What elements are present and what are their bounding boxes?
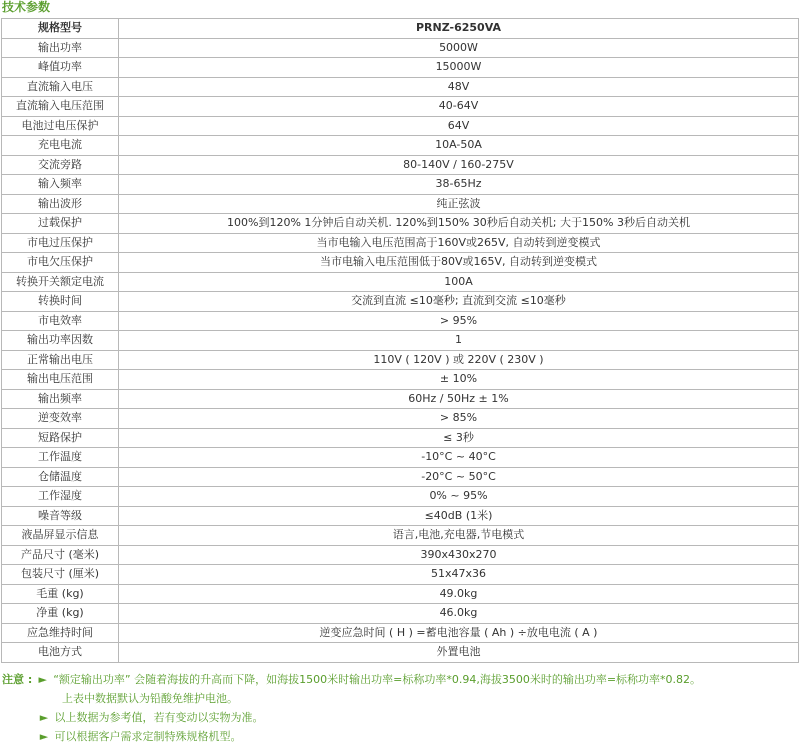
spec-key-cell: 充电电流 [2, 136, 119, 156]
spec-key-cell: 电池方式 [2, 643, 119, 663]
spec-value-cell: ± 10% [119, 370, 799, 390]
spec-key-cell: 转换时间 [2, 292, 119, 312]
spec-key-cell: 直流输入电压 [2, 77, 119, 97]
table-row [2, 331, 799, 351]
spec-key-cell: 应急维持时间 [2, 623, 119, 643]
header-value-cell: PRNZ-6250VA [119, 19, 799, 39]
spec-value-cell: 40-64V [119, 97, 799, 117]
spec-key-cell: 正常输出电压 [2, 350, 119, 370]
spec-key-cell: 工作温度 [2, 448, 119, 468]
note-line-1 [2, 670, 800, 689]
spec-key-cell: 直流输入电压范围 [2, 97, 119, 117]
table-row [2, 116, 799, 136]
spec-key-cell: 转换开关额定电流 [2, 272, 119, 292]
table-row [2, 604, 799, 624]
table-row [2, 389, 799, 409]
spec-key-cell: 毛重 (kg) [2, 584, 119, 604]
spec-value-cell: 49.0kg [119, 584, 799, 604]
spec-key-cell: 输出电压范围 [2, 370, 119, 390]
table-row [2, 155, 799, 175]
table-row [2, 448, 799, 468]
spec-key-cell: 输出功率因数 [2, 331, 119, 351]
note-line-2 [2, 689, 800, 708]
spec-value-cell: 当市电输入电压范围低于80V或165V, 自动转到逆变模式 [119, 253, 799, 273]
spec-value-cell: 10A-50A [119, 136, 799, 156]
spec-value-cell: > 95% [119, 311, 799, 331]
spec-value-cell: ≤ 3秒 [119, 428, 799, 448]
notes-label: 注意 : [2, 673, 33, 686]
table-row [2, 311, 799, 331]
table-header-row [2, 19, 799, 39]
table-row [2, 487, 799, 507]
table-row [2, 58, 799, 78]
spec-value-cell: 交流到直流 ≤10毫秒; 直流到交流 ≤10毫秒 [119, 292, 799, 312]
spec-value-cell: 15000W [119, 58, 799, 78]
header-key-cell: 规格型号 [2, 19, 119, 39]
spec-value-cell: 100A [119, 272, 799, 292]
table-row [2, 136, 799, 156]
spec-key-cell: 输出功率 [2, 38, 119, 58]
note-text: “额定输出功率” 会随着海拔的升高而下降，如海拔1500米时输出功率=标称功率*0.94,海拔3500米时的输出功率=标称功率*0.82。 [53, 673, 702, 686]
note-text: 以上数据为参考值，若有变动以实物为准。 [54, 711, 264, 724]
spec-key-cell: 交流旁路 [2, 155, 119, 175]
spec-value-cell: -10°C ~ 40°C [119, 448, 799, 468]
table-row [2, 623, 799, 643]
table-row [2, 584, 799, 604]
spec-key-cell: 净重 (kg) [2, 604, 119, 624]
table-row [2, 467, 799, 487]
spec-key-cell: 峰值功率 [2, 58, 119, 78]
note-line-3 [2, 708, 800, 727]
spec-value-cell: 390x430x270 [119, 545, 799, 565]
spec-value-cell: 100%到120% 1分钟后自动关机. 120%到150% 30秒后自动关机; 大于150% 3秒后自动关机 [119, 214, 799, 234]
spec-value-cell: 1 [119, 331, 799, 351]
spec-value-cell: > 85% [119, 409, 799, 429]
table-row [2, 253, 799, 273]
spec-value-cell: 48V [119, 77, 799, 97]
table-row [2, 565, 799, 585]
table-row [2, 350, 799, 370]
spec-key-cell: 液晶屏显示信息 [2, 526, 119, 546]
spec-key-cell: 输出频率 [2, 389, 119, 409]
spec-key-cell: 市电过压保护 [2, 233, 119, 253]
table-row [2, 526, 799, 546]
spec-key-cell: 输入频率 [2, 175, 119, 195]
table-row [2, 38, 799, 58]
spec-key-cell: 市电效率 [2, 311, 119, 331]
spec-key-cell: 输出波形 [2, 194, 119, 214]
spec-value-cell: 当市电输入电压范围高于160V或265V, 自动转到逆变模式 [119, 233, 799, 253]
spec-value-cell: 60Hz / 50Hz ± 1% [119, 389, 799, 409]
spec-key-cell: 产品尺寸 (毫米) [2, 545, 119, 565]
spec-value-cell: 纯正弦波 [119, 194, 799, 214]
spec-value-cell: 逆变应急时间 ( H ) =蓄电池容量 ( Ah ) ÷放电电流 ( A ) [119, 623, 799, 643]
spec-key-cell: 过载保护 [2, 214, 119, 234]
spec-key-cell: 逆变效率 [2, 409, 119, 429]
section-title: 技术参数 [2, 0, 51, 14]
spec-key-cell: 包装尺寸 (厘米) [2, 565, 119, 585]
spec-key-cell: 短路保护 [2, 428, 119, 448]
table-row [2, 77, 799, 97]
note-text: 可以根据客户需求定制特殊规格机型。 [54, 730, 242, 743]
table-row [2, 409, 799, 429]
table-row [2, 545, 799, 565]
bullet-arrow-icon: ► [39, 730, 49, 743]
table-row [2, 214, 799, 234]
spec-value-cell: 46.0kg [119, 604, 799, 624]
note-line-4 [2, 727, 800, 746]
table-row [2, 292, 799, 312]
spec-value-cell: 5000W [119, 38, 799, 58]
table-row [2, 506, 799, 526]
table-row [2, 370, 799, 390]
spec-value-cell: 110V ( 120V ) 或 220V ( 230V ) [119, 350, 799, 370]
spec-table [1, 18, 799, 663]
table-row [2, 643, 799, 663]
table-row [2, 97, 799, 117]
table-row [2, 428, 799, 448]
table-row [2, 233, 799, 253]
spec-key-cell: 市电欠压保护 [2, 253, 119, 273]
spec-value-cell: 外置电池 [119, 643, 799, 663]
spec-value-cell: 语言,电池,充电器,节电模式 [119, 526, 799, 546]
spec-key-cell: 电池过电压保护 [2, 116, 119, 136]
note-text: 上表中数据默认为铅酸免维护电池。 [62, 692, 238, 705]
bullet-arrow-icon: ► [39, 711, 49, 724]
spec-key-cell: 噪音等级 [2, 506, 119, 526]
notes-section [2, 670, 800, 746]
spec-value-cell: 0% ~ 95% [119, 487, 799, 507]
table-row [2, 194, 799, 214]
table-row [2, 175, 799, 195]
spec-value-cell: 80-140V / 160-275V [119, 155, 799, 175]
spec-value-cell: ≤40dB (1米) [119, 506, 799, 526]
table-row [2, 272, 799, 292]
spec-value-cell: 38-65Hz [119, 175, 799, 195]
spec-key-cell: 仓储温度 [2, 467, 119, 487]
spec-value-cell: 51x47x36 [119, 565, 799, 585]
spec-value-cell: 64V [119, 116, 799, 136]
bullet-arrow-icon: ► [38, 673, 47, 686]
spec-value-cell: -20°C ~ 50°C [119, 467, 799, 487]
spec-key-cell: 工作湿度 [2, 487, 119, 507]
